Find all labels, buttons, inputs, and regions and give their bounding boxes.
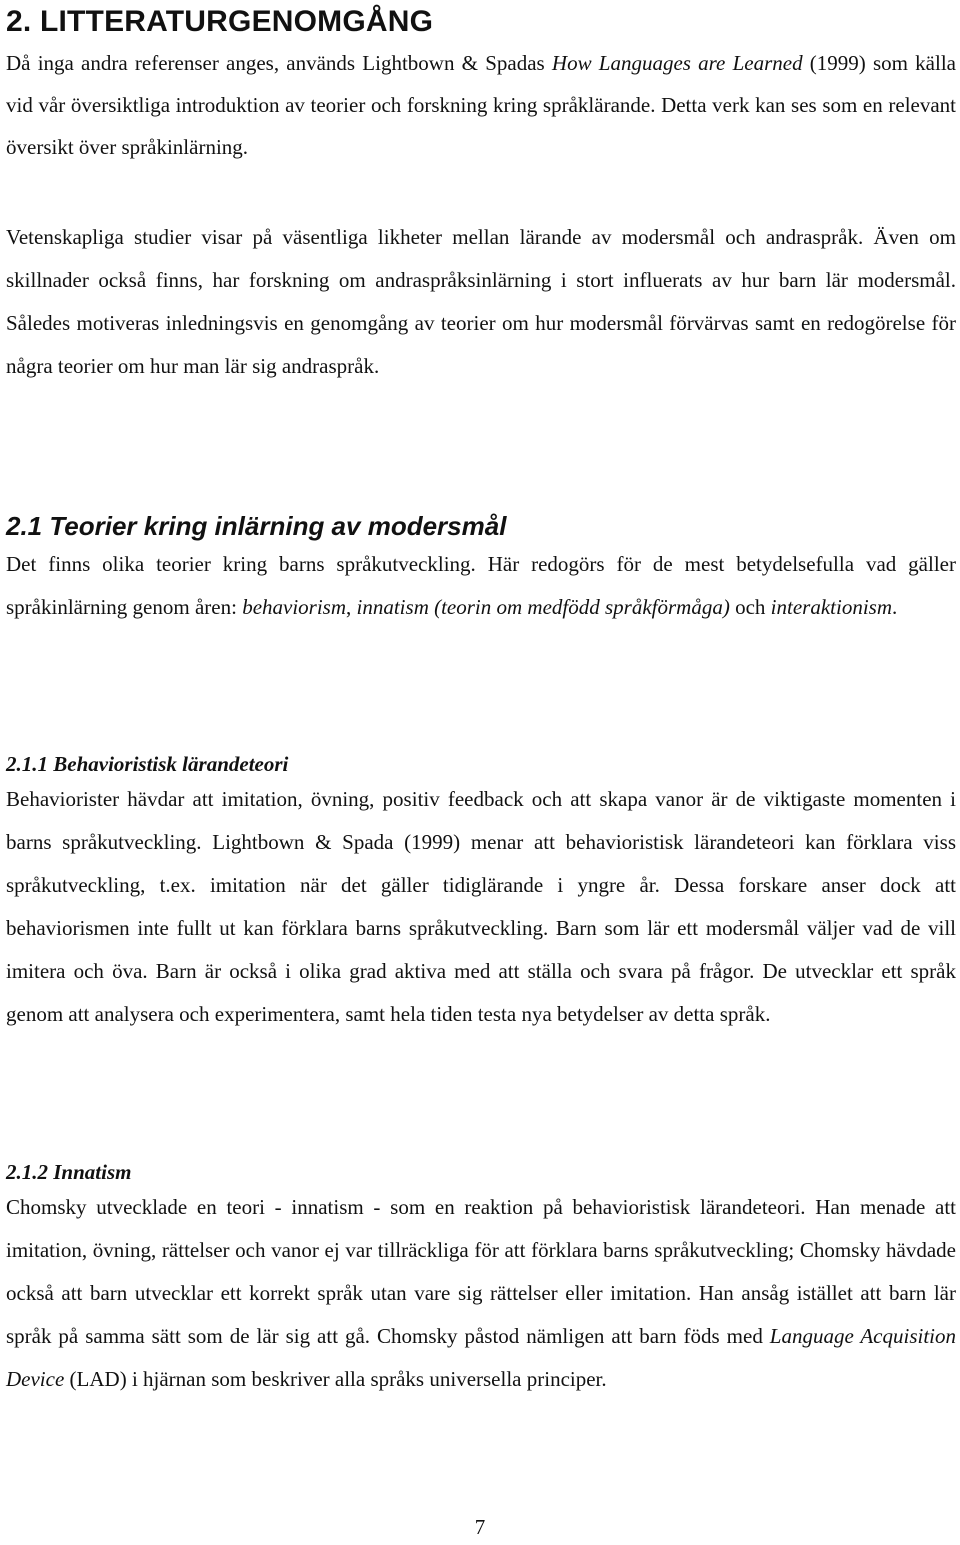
section-2-1-2-text-pre: Chomsky utvecklade en teori - innatism - som en reaktion på behavioristisk lärandeteori. Han menade att imitation, övning, rättelser och vanor ej var tillräckliga för att förklara barns språkutveckling; Chomsky hävdade också att barn utvecklar ett korrekt språk utan vare sig rättelser eller imitation. Han ansåg istället att barn lär språk på samma sätt som de lär sig att gå. Chomsky påstod nämligen att barn föds med [6, 1195, 956, 1348]
section-2-1-2-text-post: (LAD) i hjärnan som beskriver alla språks universella principer. [64, 1367, 607, 1391]
similarities-paragraph: Vetenskapliga studier visar på väsentliga likheter mellan lärande av modersmål och andraspråk. Även om skillnader också finns, har forskning om andraspråksinlärning i stort influerats av hur barn lär modersmål. Således motiveras inledningsvis en genomgång av teorier om hur modersmål förvärvas samt en redogörelse för några teorier om hur man lär sig andraspråk. [6, 225, 956, 378]
chapter-heading: 2. LITTERATURGENOMGÅNG [6, 5, 434, 38]
term-behaviorism: behaviorism [242, 595, 347, 619]
term-interaktionism: interaktionism [770, 595, 892, 619]
intro-text-post: (1999) som källa vid vår översiktliga introduktion av teorier och forskning kring språklärande. Detta verk kan ses som en relevant översikt över språkinlärning. [6, 51, 956, 159]
separator: , [346, 595, 357, 619]
section-2-1-2-paragraph [6, 1186, 956, 1401]
book-title: How Languages are Learned [551, 51, 803, 75]
section-2-1-heading: 2.1 Teorier kring inlärning av modersmål [6, 511, 507, 541]
section-2-1-paragraph [6, 543, 956, 629]
section-2-1-1-heading: 2.1.1 Behavioristisk lärandeteori [6, 752, 289, 776]
intro-paragraph [6, 42, 956, 168]
section-2-1-1-paragraph: Behaviorister hävdar att imitation, övning, positiv feedback och att skapa vanor är de viktigaste momenten i barns språkutveckling. Lightbown & Spada (1999) menar att behavioristisk lärandeteori kan förklara viss språkutveckling, t.ex. imitation när det gäller tidiglärande i yngre år. Dessa forskare anser dock att behaviorismen inte fullt ut kan förklara barns språkutveckling. Barn som lär ett modersmål väljer vad de vill imitera och öva. Barn är också i olika grad aktiva med att ställa och svara på frågor. De utvecklar ett språk genom att analysera och experimentera, samt hela tiden testa nya betydelser av detta språk. [6, 787, 956, 1026]
term-lad: Language Acquisition Device [6, 1324, 956, 1391]
section-2-1-text: Det finns olika teorier kring barns språkutveckling. Här redogörs för de mest betydelsefulla vad gäller språkinlärning genom åren: [6, 552, 956, 619]
period: . [892, 595, 898, 619]
intro-text-pre: Då inga andra referenser anges, används Lightbown & Spadas [6, 51, 552, 75]
page-number: 7 [474, 1515, 486, 1539]
conjunction: och [729, 595, 771, 619]
section-2-1-2-heading: 2.1.2 Innatism [6, 1160, 132, 1184]
term-innatism: innatism (teorin om medfödd språkförmåga) [356, 595, 730, 619]
